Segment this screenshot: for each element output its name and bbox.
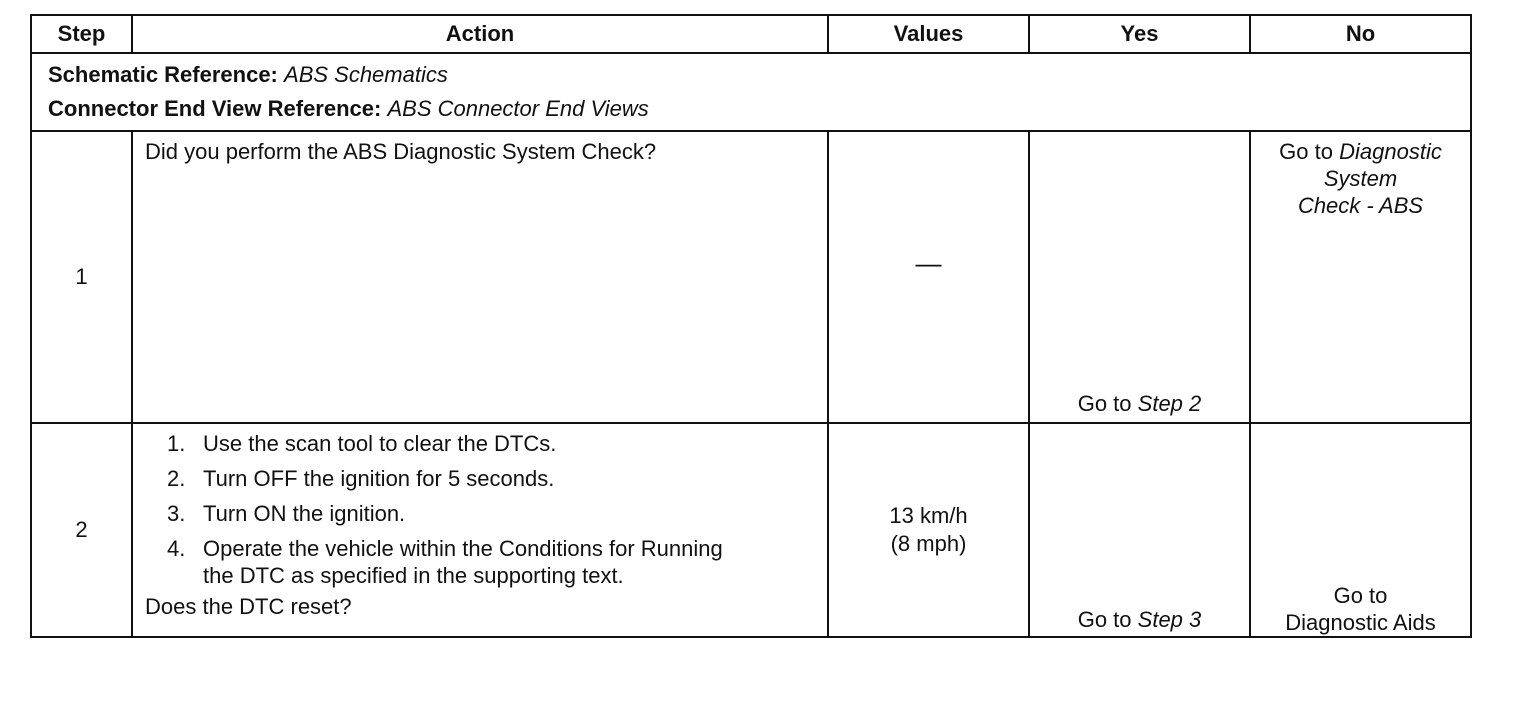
header-step: Step bbox=[31, 15, 132, 53]
reference-cell bbox=[31, 53, 1471, 131]
reference-row bbox=[31, 53, 1471, 131]
yes-link-step-3[interactable]: Step 3 bbox=[1137, 607, 1202, 632]
schematic-reference-label: Schematic Reference: bbox=[48, 62, 278, 87]
action-question: Did you perform the ABS Diagnostic System Check? bbox=[145, 139, 657, 164]
action-item-text-line2: the DTC as specified in the supporting text. bbox=[203, 563, 624, 588]
speed-mph: (8 mph) bbox=[890, 531, 967, 556]
table-row bbox=[31, 423, 1471, 637]
step-number: 2 bbox=[31, 423, 132, 637]
yes-prefix: Go to bbox=[1077, 391, 1132, 416]
connector-reference bbox=[48, 92, 1454, 126]
header-yes: Yes bbox=[1029, 15, 1250, 53]
action-item-text: Use the scan tool to clear the DTCs. bbox=[203, 431, 557, 456]
connector-reference-label: Connector End View Reference: bbox=[48, 96, 382, 121]
action-item-text: Turn ON the ignition. bbox=[203, 501, 406, 526]
action-item-number: 4. bbox=[167, 536, 186, 561]
schematic-reference-link[interactable]: ABS Schematics bbox=[284, 62, 448, 87]
no-goto-diagnostic-aids[interactable] bbox=[1251, 582, 1470, 636]
no-prefix: Go to bbox=[1333, 583, 1388, 608]
yes-cell bbox=[1029, 423, 1250, 637]
no-link-diagnostic-aids[interactable]: Diagnostic Aids bbox=[1285, 610, 1436, 635]
header-values: Values bbox=[828, 15, 1029, 53]
yes-link-step-2[interactable]: Step 2 bbox=[1137, 391, 1202, 416]
no-link-line1[interactable]: Diagnostic bbox=[1339, 139, 1442, 164]
action-item-number: 2. bbox=[167, 466, 186, 491]
action-item bbox=[167, 535, 815, 589]
action-question: Does the DTC reset? bbox=[145, 594, 352, 619]
no-goto-diagnostic-system-check[interactable] bbox=[1251, 132, 1470, 219]
action-list bbox=[145, 430, 815, 589]
action-item bbox=[167, 430, 815, 457]
speed-value bbox=[829, 502, 1028, 558]
header-row bbox=[31, 15, 1471, 53]
action-item bbox=[167, 500, 815, 527]
schematic-reference bbox=[48, 58, 1454, 92]
action-cell bbox=[132, 131, 828, 423]
header-no: No bbox=[1250, 15, 1471, 53]
yes-goto-step-3[interactable] bbox=[1030, 606, 1249, 634]
yes-cell bbox=[1029, 131, 1250, 423]
no-prefix: Go to bbox=[1279, 139, 1333, 164]
action-item-text: Turn OFF the ignition for 5 seconds. bbox=[203, 466, 555, 491]
action-item-number: 1. bbox=[167, 431, 186, 456]
action-cell bbox=[132, 423, 828, 637]
step-number: 1 bbox=[31, 131, 132, 423]
values-dash: — bbox=[915, 248, 942, 278]
no-link-line3[interactable]: Check - ABS bbox=[1297, 193, 1424, 218]
connector-reference-link[interactable]: ABS Connector End Views bbox=[387, 96, 649, 121]
yes-prefix: Go to bbox=[1077, 607, 1132, 632]
speed-kmh: 13 km/h bbox=[889, 503, 968, 528]
yes-goto-step-2[interactable] bbox=[1030, 390, 1249, 418]
diagnostic-table bbox=[30, 14, 1472, 638]
no-cell bbox=[1250, 131, 1471, 423]
action-item bbox=[167, 465, 815, 492]
no-link-line2[interactable]: System bbox=[1323, 166, 1398, 191]
action-item-number: 3. bbox=[167, 501, 186, 526]
action-item-text-line1: Operate the vehicle within the Conditions for Running bbox=[203, 536, 723, 561]
header-action: Action bbox=[132, 15, 828, 53]
table-row bbox=[31, 131, 1471, 423]
values-cell bbox=[828, 423, 1029, 637]
no-cell bbox=[1250, 423, 1471, 637]
values-cell bbox=[828, 131, 1029, 423]
